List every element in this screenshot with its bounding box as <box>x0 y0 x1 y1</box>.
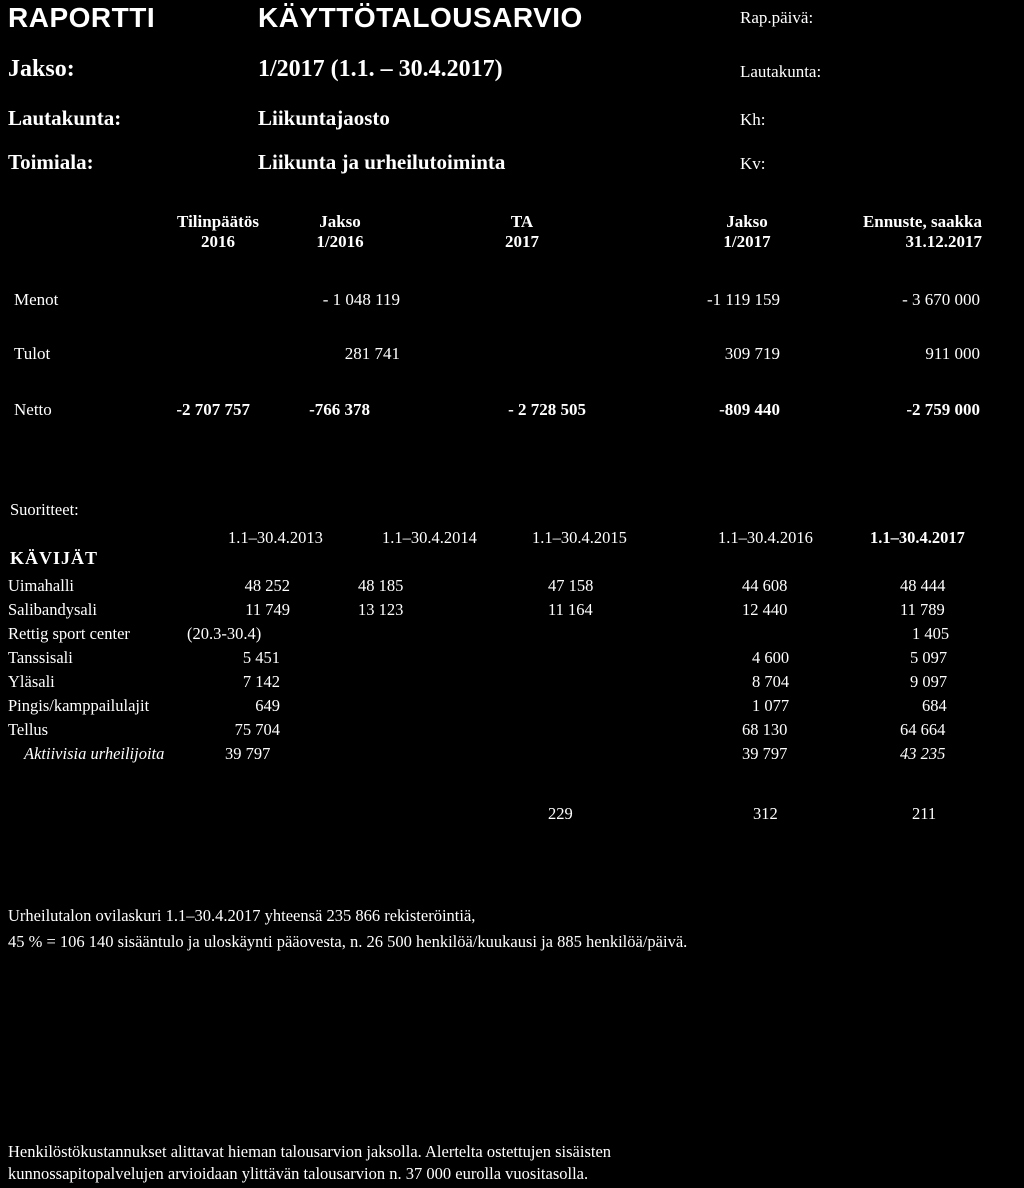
lautakunta-label-right: Lautakunta: <box>740 62 822 81</box>
period-header: 1.1–30.4.2013 <box>228 528 323 547</box>
budget-row-label: Netto <box>14 400 52 419</box>
visitor-cell: 649 <box>255 696 280 715</box>
section-heading: KÄVIJÄT <box>10 548 99 568</box>
report-type: KÄYTTÖTALOUSARVIO <box>258 2 583 33</box>
visitor-cell: 8 704 <box>752 672 790 691</box>
period-header: 1.1–30.4.2016 <box>718 528 813 547</box>
visitor-cell: 48 185 <box>358 576 404 595</box>
period-header: 1.1–30.4.2014 <box>382 528 477 547</box>
budget-cell: -766 378 <box>309 400 370 419</box>
visitor-cell: 4 600 <box>752 648 790 667</box>
visitor-cell: 64 664 <box>900 720 946 739</box>
budget-cell: -1 119 159 <box>706 290 780 309</box>
budget-cell: 281 741 <box>344 344 400 363</box>
budget-col-header: Jakso 1/2016 <box>316 212 364 251</box>
kh-label: Kh: <box>740 110 766 129</box>
visitor-cell: 12 440 <box>742 600 788 619</box>
period-header: 1.1–30.4.2017 <box>870 528 965 547</box>
visitor-cell: 47 158 <box>548 576 594 595</box>
budget-row-label: Tulot <box>14 344 51 363</box>
extra-cell: 229 <box>548 804 573 823</box>
visitor-row-label: Pingis/kamppailulajit <box>8 696 150 715</box>
visitor-cell: 1 405 <box>912 624 950 643</box>
budget-cell: 309 719 <box>724 344 780 363</box>
extra-cell: 211 <box>912 804 937 823</box>
visitor-row-label: Aktiivisia urheilijoita <box>24 744 165 763</box>
visitor-cell: 684 <box>922 696 947 715</box>
visitor-row-label: Tellus <box>8 720 49 739</box>
budget-cell: 911 000 <box>925 344 980 363</box>
visitor-row-note: (20.3-30.4) <box>187 624 262 643</box>
budget-col-header: Jakso 1/2017 <box>723 212 771 251</box>
toimiala-value: Liikunta ja urheilutoiminta <box>258 150 506 174</box>
note-line: kunnossapitopalvelujen arvioidaan ylittävän talousarvion n. 37 000 eurolla vuositasolla. <box>8 1164 589 1183</box>
visitor-cell: 39 797 <box>225 744 271 763</box>
visitor-row-label: Tanssisali <box>8 648 73 667</box>
visitor-cell: 5 097 <box>910 648 948 667</box>
budget-row-label: Menot <box>14 290 59 309</box>
note-line: Henkilöstökustannukset alittavat hieman talousarvion jaksolla. Alertelta ostettujen sisäisten <box>8 1142 612 1161</box>
visitor-cell: 13 123 <box>358 600 404 619</box>
budget-cell: - 3 670 000 <box>902 290 980 309</box>
period-header: 1.1–30.4.2015 <box>532 528 627 547</box>
visitor-cell: 11 789 <box>900 600 945 619</box>
budget-cell: - 1 048 119 <box>322 290 400 309</box>
visitor-cell: 48 252 <box>244 576 290 595</box>
extra-cell: 312 <box>753 804 778 823</box>
budget-cell: -2 759 000 <box>906 400 980 419</box>
budget-cell: - 2 728 505 <box>508 400 586 419</box>
report-label: RAPORTTI <box>8 2 156 33</box>
budget-col-header: Tilinpäätös 2016 <box>177 212 259 251</box>
lautakunta-value: Liikuntajaosto <box>258 106 390 130</box>
toimiala-label: Toimiala: <box>8 150 94 174</box>
visitor-cell: 5 451 <box>242 648 280 667</box>
budget-cell: -2 707 757 <box>176 400 250 419</box>
visitor-cell: 11 164 <box>548 600 593 619</box>
lautakunta-label: Lautakunta: <box>8 106 122 130</box>
visitor-cell: 7 142 <box>242 672 280 691</box>
visitor-cell: 43 235 <box>900 744 946 763</box>
visitor-row-label: Yläsali <box>8 672 55 691</box>
visitor-cell: 1 077 <box>752 696 790 715</box>
kv-label: Kv: <box>740 154 766 173</box>
rap-paiva-label: Rap.päivä: <box>740 8 814 27</box>
budget-col-header: TA 2017 <box>505 212 539 251</box>
visitor-cell: 39 797 <box>742 744 788 763</box>
visitor-row-label: Rettig sport center <box>8 624 130 643</box>
visitor-cell: 9 097 <box>910 672 948 691</box>
visitor-cell: 44 608 <box>742 576 788 595</box>
performance-title: Suoritteet: <box>10 500 79 519</box>
note-line: 45 % = 106 140 sisääntulo ja uloskäynti pääovesta, n. 26 500 henkilöä/kuukausi ja 885 henkilöä/päivä. <box>8 932 688 951</box>
visitor-cell: 68 130 <box>742 720 788 739</box>
visitor-cell: 75 704 <box>234 720 280 739</box>
visitor-row-label: Salibandysali <box>8 600 97 619</box>
note-line: Urheilutalon ovilaskuri 1.1–30.4.2017 yhteensä 235 866 rekisteröintiä, <box>8 906 476 925</box>
visitor-cell: 48 444 <box>900 576 946 595</box>
jakso-label: Jakso: <box>8 56 75 82</box>
budget-col-header: Ennuste, saakka 31.12.2017 <box>862 212 982 251</box>
visitor-row-label: Uimahalli <box>8 576 74 595</box>
visitor-cell: 11 749 <box>245 600 290 619</box>
jakso-value: 1/2017 (1.1. – 30.4.2017) <box>258 56 503 82</box>
budget-cell: -809 440 <box>719 400 780 419</box>
